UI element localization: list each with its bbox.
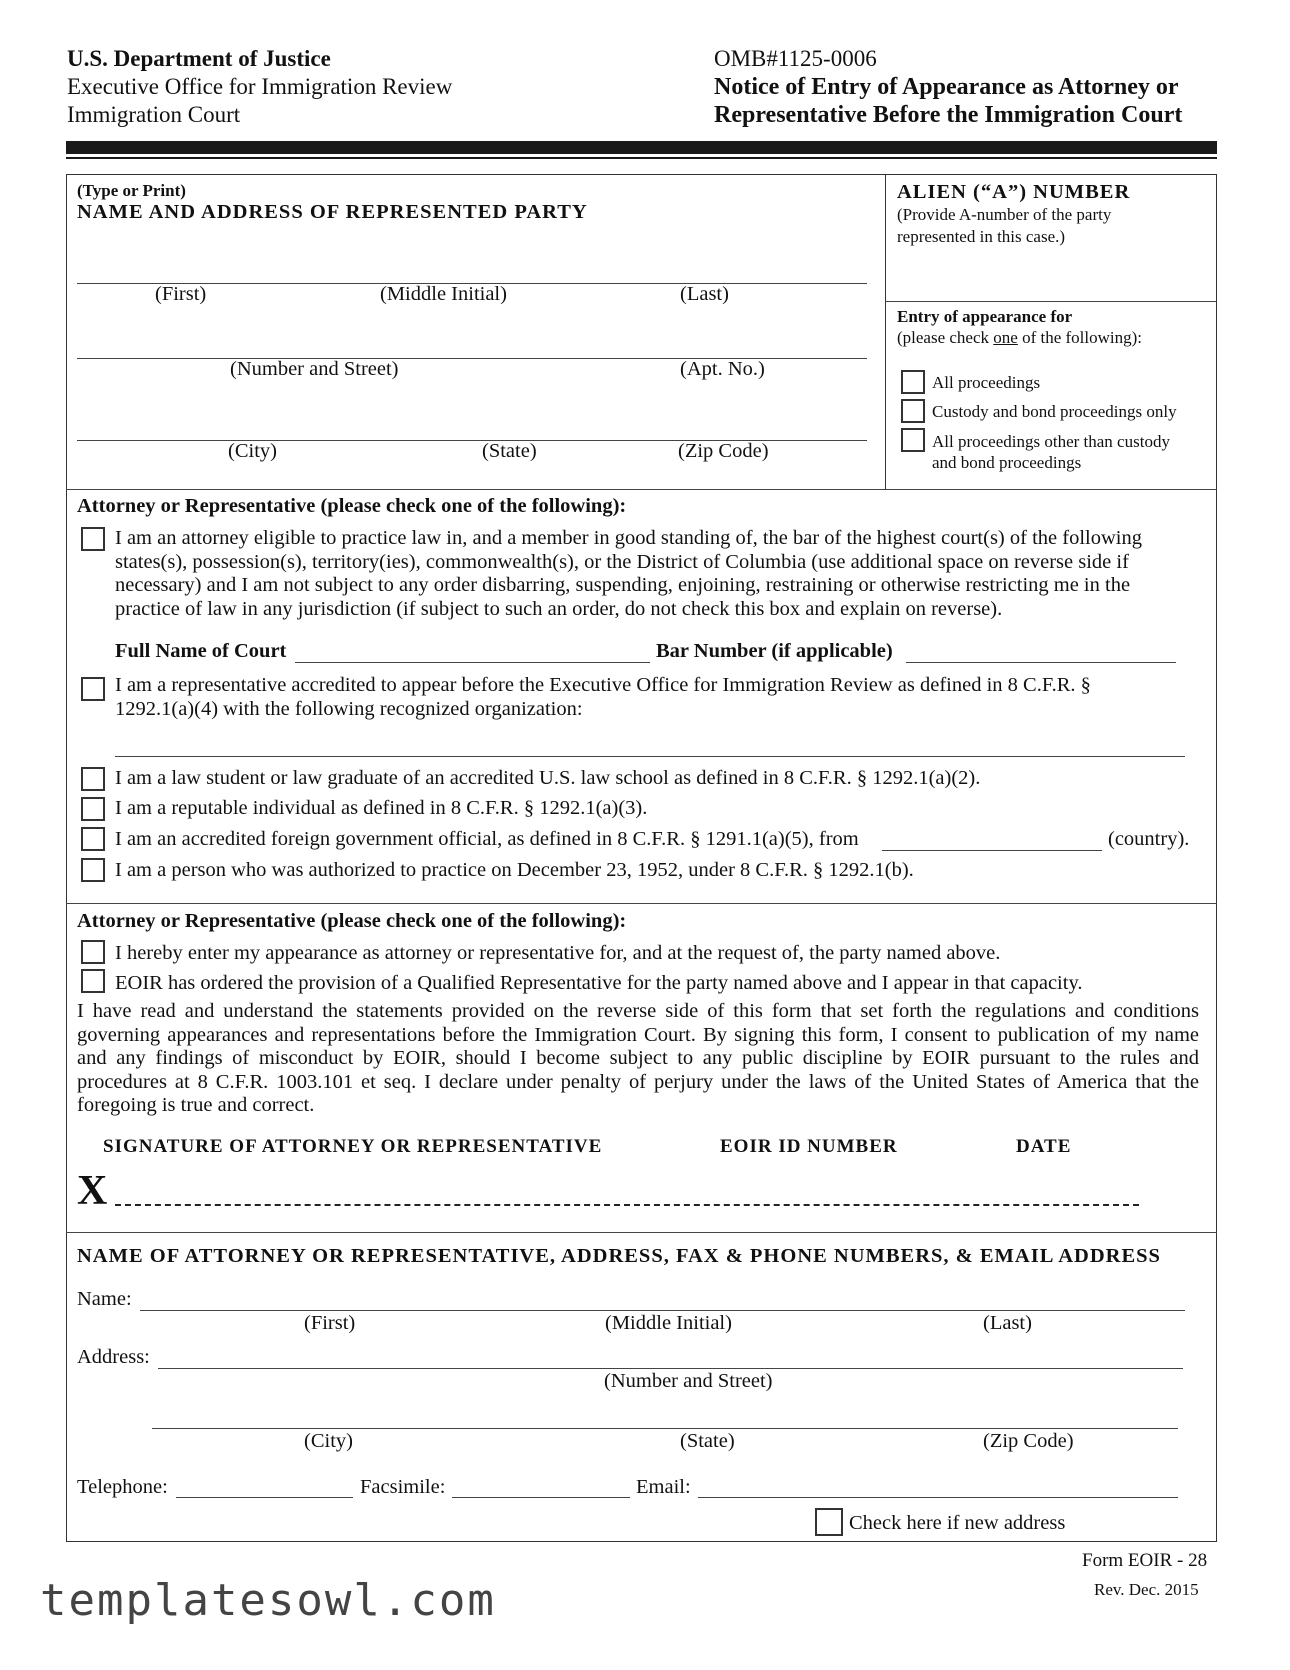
- court-name-label: Full Name of Court: [115, 640, 287, 662]
- party-state-label: (State): [482, 440, 537, 462]
- accredited-rep-statement: I am a representative accredited to appear before the Executive Office for Immigration Review as defined in 8 C.F.R. § 1292.1(a)(4) with the following recognized organization:: [115, 674, 1091, 720]
- rep-type-heading: Attorney or Representative (please check one of the following):: [77, 495, 627, 517]
- party-zip-label: (Zip Code): [678, 440, 769, 462]
- attorney-street-label: (Number and Street): [604, 1370, 773, 1392]
- facsimile-line[interactable]: [452, 1497, 630, 1498]
- email-label: Email:: [636, 1476, 691, 1498]
- section-divider-2: [66, 903, 1217, 904]
- entry-instruction: (please check one of the following):: [897, 328, 1142, 347]
- authorized-1952-label: I am a person who was authorized to practice on December 23, 1952, under 8 C.F.R. § 1292.1(b).: [115, 859, 914, 881]
- reputable-individual-checkbox[interactable]: [81, 797, 105, 821]
- bar-number-line[interactable]: [906, 662, 1176, 663]
- office-name: Executive Office for Immigration Review: [67, 74, 453, 99]
- section-divider-3: [66, 1232, 1217, 1233]
- all-proceedings-label: All proceedings: [932, 373, 1041, 392]
- attorney-middle-label: (Middle Initial): [605, 1312, 732, 1334]
- custody-bond-label: Custody and bond proceedings only: [932, 402, 1177, 421]
- other-than-custody-label-2: and bond proceedings: [932, 453, 1082, 472]
- attorney-first-label: (First): [304, 1312, 356, 1334]
- attorney-statement: I am an attorney eligible to practice law in, and a member in good standing of, the bar of the highest court(s) of the following states(s), possession(s), territory(ies), commonwealth(s), or the District of Columbia (use additional space on reverse side if necessary) and I am not subject to any order disbarring, suspending, enjoining, restraining or otherwise restricting me in the practice of law in any jurisdiction (if subject to such an order, do not check this box and explain on reverse).: [115, 527, 1142, 620]
- new-address-checkbox[interactable]: [815, 1508, 843, 1536]
- name-label: Name:: [77, 1288, 132, 1310]
- type-or-print-note: (Type or Print): [77, 181, 186, 200]
- address-label: Address:: [77, 1346, 150, 1368]
- attorney-checkbox[interactable]: [81, 527, 105, 551]
- all-proceedings-checkbox[interactable]: [901, 370, 925, 394]
- section-divider-1: [66, 489, 1217, 490]
- entry-heading: Entry of appearance for: [897, 307, 1073, 326]
- alien-note-line2: represented in this case.): [897, 227, 1066, 246]
- form-title-line1: Notice of Entry of Appearance as Attorney or: [714, 74, 1179, 100]
- omb-number: OMB#1125-0006: [714, 46, 877, 71]
- attorney-city-label: (City): [304, 1430, 353, 1452]
- party-middle-label: (Middle Initial): [380, 283, 507, 305]
- telephone-line[interactable]: [176, 1497, 353, 1498]
- qualified-rep-checkbox[interactable]: [81, 969, 105, 993]
- authorized-1952-checkbox[interactable]: [81, 858, 105, 882]
- party-city-label: (City): [228, 440, 277, 462]
- party-apt-label: (Apt. No.): [680, 358, 765, 380]
- eoir-id-label: EOIR ID NUMBER: [720, 1136, 898, 1157]
- foreign-official-label: I am an accredited foreign government official, as defined in 8 C.F.R. § 1291.1(a)(5), from: [115, 828, 859, 850]
- attorney-zip-label: (Zip Code): [983, 1430, 1074, 1452]
- bar-number-label: Bar Number (if applicable): [656, 640, 893, 662]
- party-street-label: (Number and Street): [230, 358, 399, 380]
- attorney-street-line[interactable]: [158, 1368, 1183, 1369]
- department-name: U.S. Department of Justice: [67, 46, 331, 71]
- accredited-rep-checkbox[interactable]: [81, 677, 105, 701]
- signature-x-mark: X: [77, 1168, 108, 1214]
- country-line[interactable]: [882, 850, 1102, 851]
- signature-label: SIGNATURE OF ATTORNEY OR REPRESENTATIVE: [103, 1136, 603, 1157]
- header-rule-thin: [66, 157, 1217, 159]
- other-than-custody-checkbox[interactable]: [901, 428, 925, 452]
- date-label: DATE: [1016, 1136, 1072, 1157]
- attorney-info-heading: NAME OF ATTORNEY OR REPRESENTATIVE, ADDRESS, FAX & PHONE NUMBERS, & EMAIL ADDRESS: [77, 1245, 1161, 1267]
- reputable-individual-label: I am a reputable individual as defined in 8 C.F.R. § 1292.1(a)(3).: [115, 797, 648, 819]
- attorney-city-line[interactable]: [152, 1428, 1178, 1429]
- revision-date: Rev. Dec. 2015: [1094, 1580, 1199, 1599]
- watermark: templatesowl.com: [40, 1575, 496, 1626]
- enter-appearance-label: I hereby enter my appearance as attorney or representative for, and at the request of, the party named above.: [115, 942, 1001, 964]
- alien-number-heading: ALIEN (“A”) NUMBER: [897, 181, 1131, 203]
- header-rule-thick: [66, 141, 1217, 154]
- enter-appearance-checkbox[interactable]: [81, 940, 105, 964]
- alien-entry-divider: [885, 301, 1216, 302]
- law-student-label: I am a law student or law graduate of an accredited U.S. law school as defined in 8 C.F.R. § 1292.1(a)(2).: [115, 767, 981, 789]
- attorney-name-line[interactable]: [140, 1310, 1185, 1311]
- appearance-heading: Attorney or Representative (please check one of the following):: [77, 910, 627, 932]
- foreign-official-checkbox[interactable]: [81, 827, 105, 851]
- facsimile-label: Facsimile:: [360, 1476, 446, 1498]
- custody-bond-checkbox[interactable]: [901, 399, 925, 423]
- country-suffix: (country).: [1108, 828, 1190, 850]
- party-first-label: (First): [155, 283, 207, 305]
- signature-line[interactable]: [115, 1204, 1139, 1206]
- new-address-label: Check here if new address: [849, 1512, 1066, 1534]
- party-heading: NAME AND ADDRESS OF REPRESENTED PARTY: [77, 201, 588, 223]
- court-name-line[interactable]: [295, 662, 650, 663]
- party-alien-divider: [885, 174, 886, 490]
- law-student-checkbox[interactable]: [81, 767, 105, 791]
- attorney-state-label: (State): [680, 1430, 735, 1452]
- court-name: Immigration Court: [67, 102, 241, 127]
- attorney-last-label: (Last): [983, 1312, 1032, 1334]
- email-line[interactable]: [698, 1497, 1178, 1498]
- form-title-line2: Representative Before the Immigration Court: [714, 102, 1183, 128]
- form-number: Form EOIR - 28: [1082, 1550, 1208, 1571]
- alien-note-line1: (Provide A-number of the party: [897, 205, 1112, 224]
- qualified-rep-label: EOIR has ordered the provision of a Qualified Representative for the party named above and I appear in that capacity.: [115, 972, 1083, 994]
- other-than-custody-label-1: All proceedings other than custody: [932, 432, 1170, 451]
- telephone-label: Telephone:: [77, 1476, 168, 1498]
- declaration-text: I have read and understand the statements provided on the reverse side of this form that set forth the regulations and conditions governing appearances and representations before the Immigration Court. By signing this form, I consent to publication of my name and any findings of misconduct by EOIR, should I become subject to any public discipline by EOIR pursuant to the rules and procedures at 8 C.F.R. 1003.101 et seq. I declare under penalty of perjury under the laws of the United States of America that the foregoing is true and correct.: [77, 1000, 1199, 1116]
- organization-line[interactable]: [115, 756, 1185, 757]
- party-last-label: (Last): [680, 283, 729, 305]
